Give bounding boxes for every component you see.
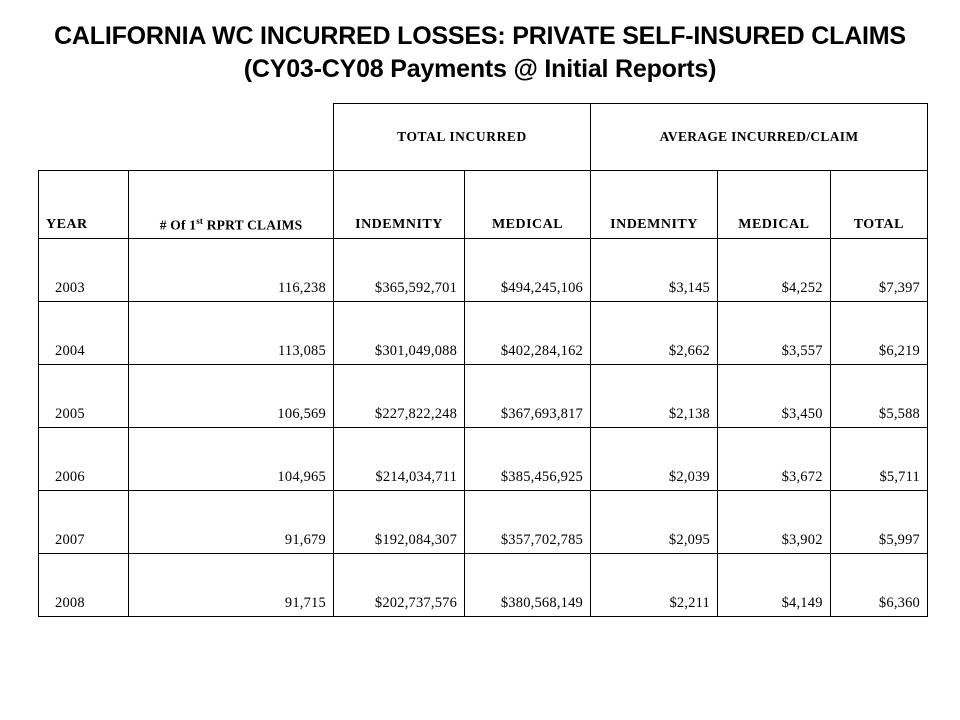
cell-total-indemnity: $301,049,088 (333, 302, 464, 365)
claims-header-sup: st (196, 215, 204, 226)
page-title (20, 0, 940, 86)
column-header-avg-indemnity: INDEMNITY (591, 171, 718, 239)
group-header-average-incurred: AVERAGE INCURRED/CLAIM (591, 104, 928, 171)
table-row (39, 554, 928, 617)
table-row (39, 302, 928, 365)
cell-year: 2003 (39, 239, 129, 302)
cell-avg-indemnity: $2,138 (591, 365, 718, 428)
cell-avg-indemnity: $2,039 (591, 428, 718, 491)
group-header-spacer-year (39, 104, 129, 171)
table-row (39, 365, 928, 428)
column-header-avg-medical: MEDICAL (718, 171, 831, 239)
cell-total-indemnity: $365,592,701 (333, 239, 464, 302)
cell-total-medical: $402,284,162 (465, 302, 591, 365)
cell-claims: 91,715 (129, 554, 334, 617)
title-line-2: (CY03-CY08 Payments @ Initial Reports) (243, 55, 717, 83)
cell-total-medical: $494,245,106 (465, 239, 591, 302)
column-header-total-indemnity: INDEMNITY (333, 171, 464, 239)
column-header-avg-total: TOTAL (830, 171, 927, 239)
table-column-header-row (39, 171, 928, 239)
column-header-claims (129, 171, 334, 239)
cell-year: 2008 (39, 554, 129, 617)
group-header-total-incurred: TOTAL INCURRED (333, 104, 590, 171)
cell-claims: 106,569 (129, 365, 334, 428)
cell-total-indemnity: $202,737,576 (333, 554, 464, 617)
table-group-header-row (39, 104, 928, 171)
cell-avg-medical: $4,252 (718, 239, 831, 302)
cell-avg-medical: $3,557 (718, 302, 831, 365)
cell-total-medical: $385,456,925 (465, 428, 591, 491)
column-header-year: YEAR (39, 171, 129, 239)
column-header-total-medical: MEDICAL (465, 171, 591, 239)
cell-total-medical: $380,568,149 (465, 554, 591, 617)
cell-avg-medical: $4,149 (718, 554, 831, 617)
cell-total-indemnity: $192,084,307 (333, 491, 464, 554)
cell-avg-indemnity: $3,145 (591, 239, 718, 302)
title-line-1: CALIFORNIA WC INCURRED LOSSES: PRIVATE SELF-INSURED CLAIMS (54, 22, 906, 50)
cell-claims: 113,085 (129, 302, 334, 365)
claims-header-pre: # Of 1 (159, 217, 197, 232)
cell-year: 2005 (39, 365, 129, 428)
cell-avg-total: $5,711 (830, 428, 927, 491)
cell-avg-medical: $3,450 (718, 365, 831, 428)
incurred-losses-table (38, 103, 928, 617)
group-header-spacer-claims (129, 104, 334, 171)
cell-avg-indemnity: $2,211 (591, 554, 718, 617)
cell-avg-indemnity: $2,095 (591, 491, 718, 554)
claims-header-post: RPRT CLAIMS (203, 217, 303, 232)
table-row (39, 428, 928, 491)
cell-avg-total: $6,360 (830, 554, 927, 617)
cell-avg-medical: $3,672 (718, 428, 831, 491)
cell-claims: 116,238 (129, 239, 334, 302)
cell-year: 2006 (39, 428, 129, 491)
cell-total-indemnity: $214,034,711 (333, 428, 464, 491)
cell-avg-total: $5,588 (830, 365, 927, 428)
cell-avg-total: $6,219 (830, 302, 927, 365)
cell-claims: 91,679 (129, 491, 334, 554)
cell-claims: 104,965 (129, 428, 334, 491)
cell-avg-total: $5,997 (830, 491, 927, 554)
table-row (39, 491, 928, 554)
cell-avg-medical: $3,902 (718, 491, 831, 554)
cell-total-indemnity: $227,822,248 (333, 365, 464, 428)
table-row (39, 239, 928, 302)
cell-year: 2004 (39, 302, 129, 365)
cell-total-medical: $367,693,817 (465, 365, 591, 428)
cell-total-medical: $357,702,785 (465, 491, 591, 554)
cell-avg-indemnity: $2,662 (591, 302, 718, 365)
data-table-container (38, 103, 928, 617)
cell-year: 2007 (39, 491, 129, 554)
cell-avg-total: $7,397 (830, 239, 927, 302)
